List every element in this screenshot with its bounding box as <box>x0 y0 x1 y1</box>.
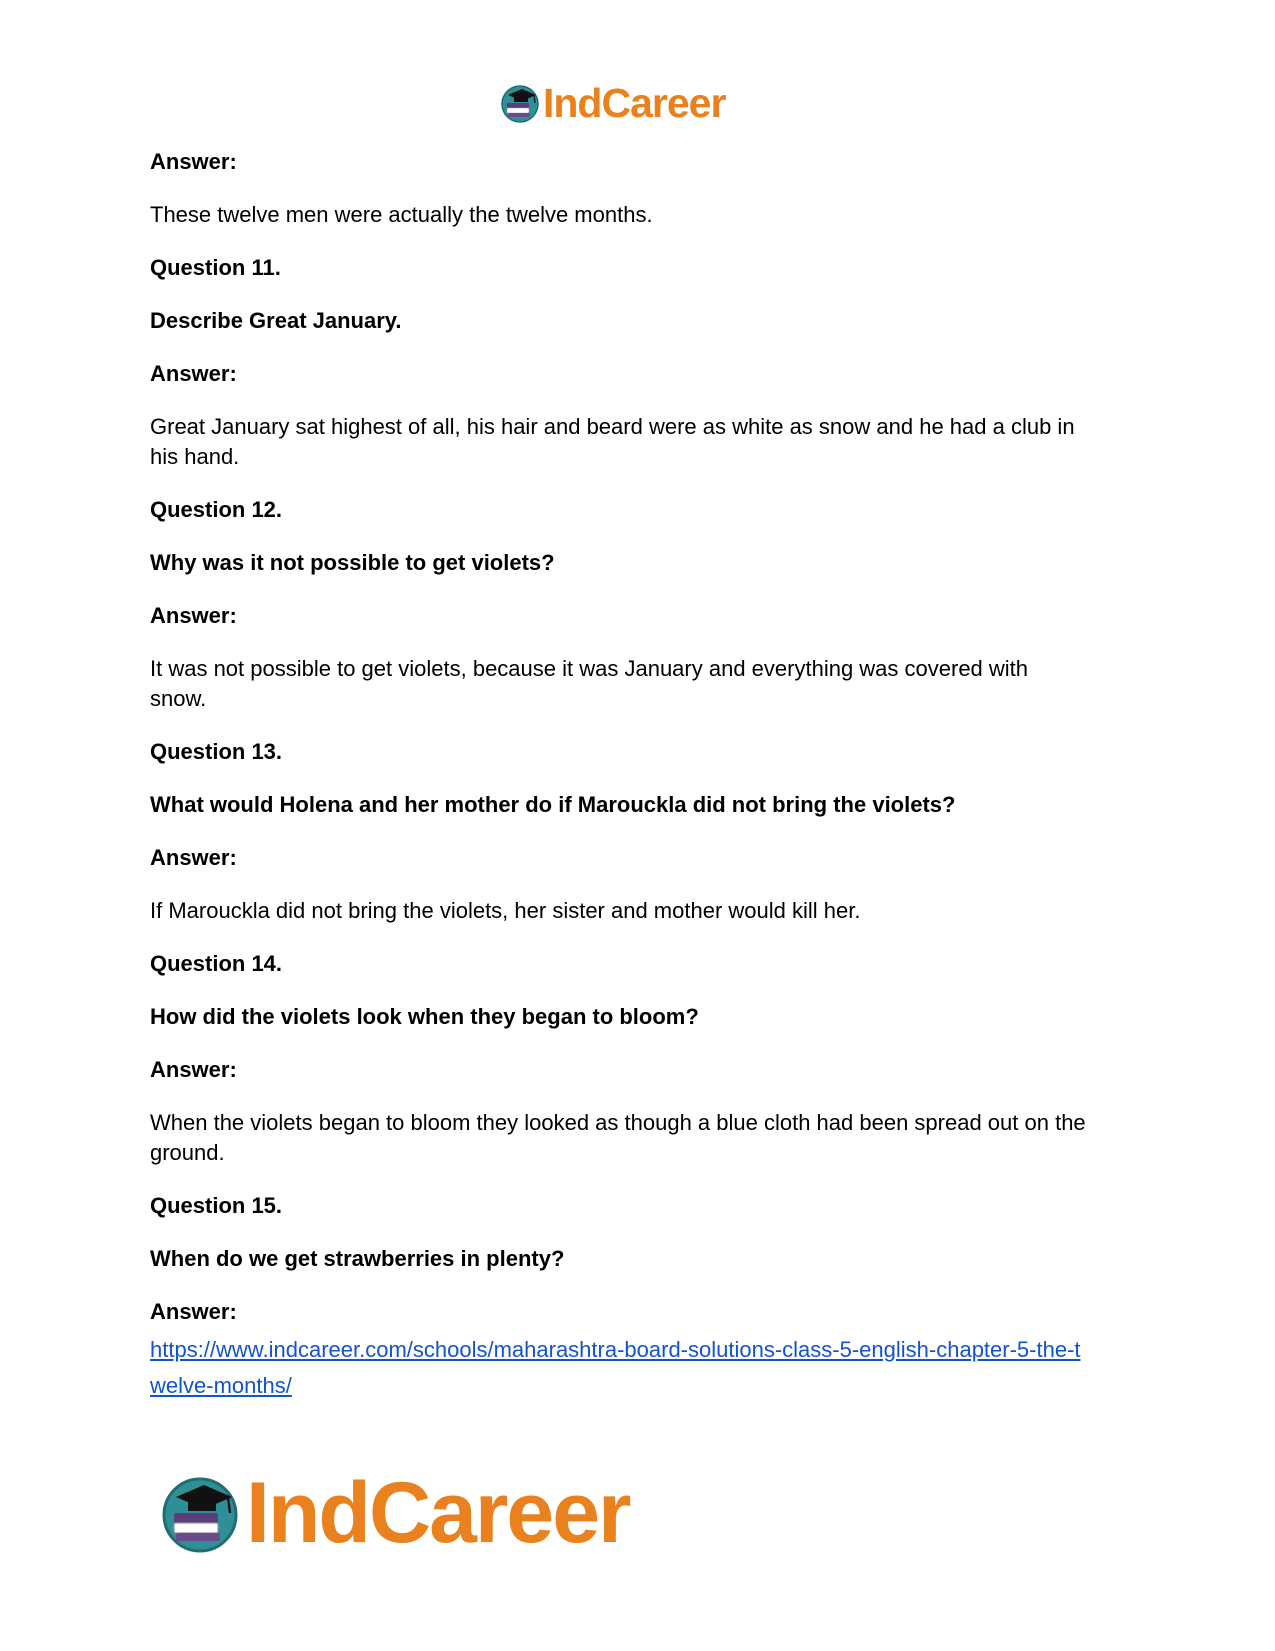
answer-text-line: ground. <box>150 1140 225 1165</box>
question-number: Question 14. <box>150 951 283 976</box>
answer-label: Answer: <box>150 603 237 628</box>
source-link-line[interactable]: https://www.indcareer.com/schools/maharashtra-board-solutions-class-5-english-chapter-5-the-t <box>150 1337 1081 1362</box>
graduation-cap-books-globe-icon <box>160 1473 240 1553</box>
source-link[interactable] <box>150 1332 1130 1404</box>
answer-label: Answer: <box>150 149 237 174</box>
logo-text: IndCareer <box>543 79 726 126</box>
answer-label: Answer: <box>150 361 237 386</box>
question-number: Question 15. <box>150 1193 283 1218</box>
footer-logo <box>160 1465 700 1561</box>
answer-label: Answer: <box>150 845 237 870</box>
question-text: Describe Great January. <box>150 308 402 333</box>
answer-text-line: his hand. <box>150 444 240 469</box>
answer-text-line: When the violets began to bloom they looked as though a blue cloth had been spread out on the <box>150 1110 1086 1135</box>
answer-text: These twelve men were actually the twelve months. <box>150 202 653 227</box>
question-number: Question 13. <box>150 739 283 764</box>
header-logo <box>500 80 780 126</box>
question-text: Why was it not possible to get violets? <box>150 550 555 575</box>
answer-text-line: It was not possible to get violets, because it was January and everything was covered with <box>150 656 1029 681</box>
question-text: When do we get strawberries in plenty? <box>150 1246 565 1271</box>
answer-text-line: snow. <box>150 686 207 711</box>
graduation-cap-books-globe-icon <box>500 83 540 123</box>
answer-text: If Marouckla did not bring the violets, her sister and mother would kill her. <box>150 898 861 923</box>
source-link-line[interactable]: welve-months/ <box>150 1373 292 1398</box>
question-number: Question 11. <box>150 255 281 280</box>
question-text: What would Holena and her mother do if Marouckla did not bring the violets? <box>150 792 956 817</box>
question-text: How did the violets look when they began to bloom? <box>150 1004 699 1029</box>
logo-text: IndCareer <box>246 1465 630 1561</box>
answer-label: Answer: <box>150 1057 237 1082</box>
answer-text-line: Great January sat highest of all, his hair and beard were as white as snow and he had a club in <box>150 414 1075 439</box>
answer-label: Answer: <box>150 1299 237 1324</box>
question-number: Question 12. <box>150 497 283 522</box>
